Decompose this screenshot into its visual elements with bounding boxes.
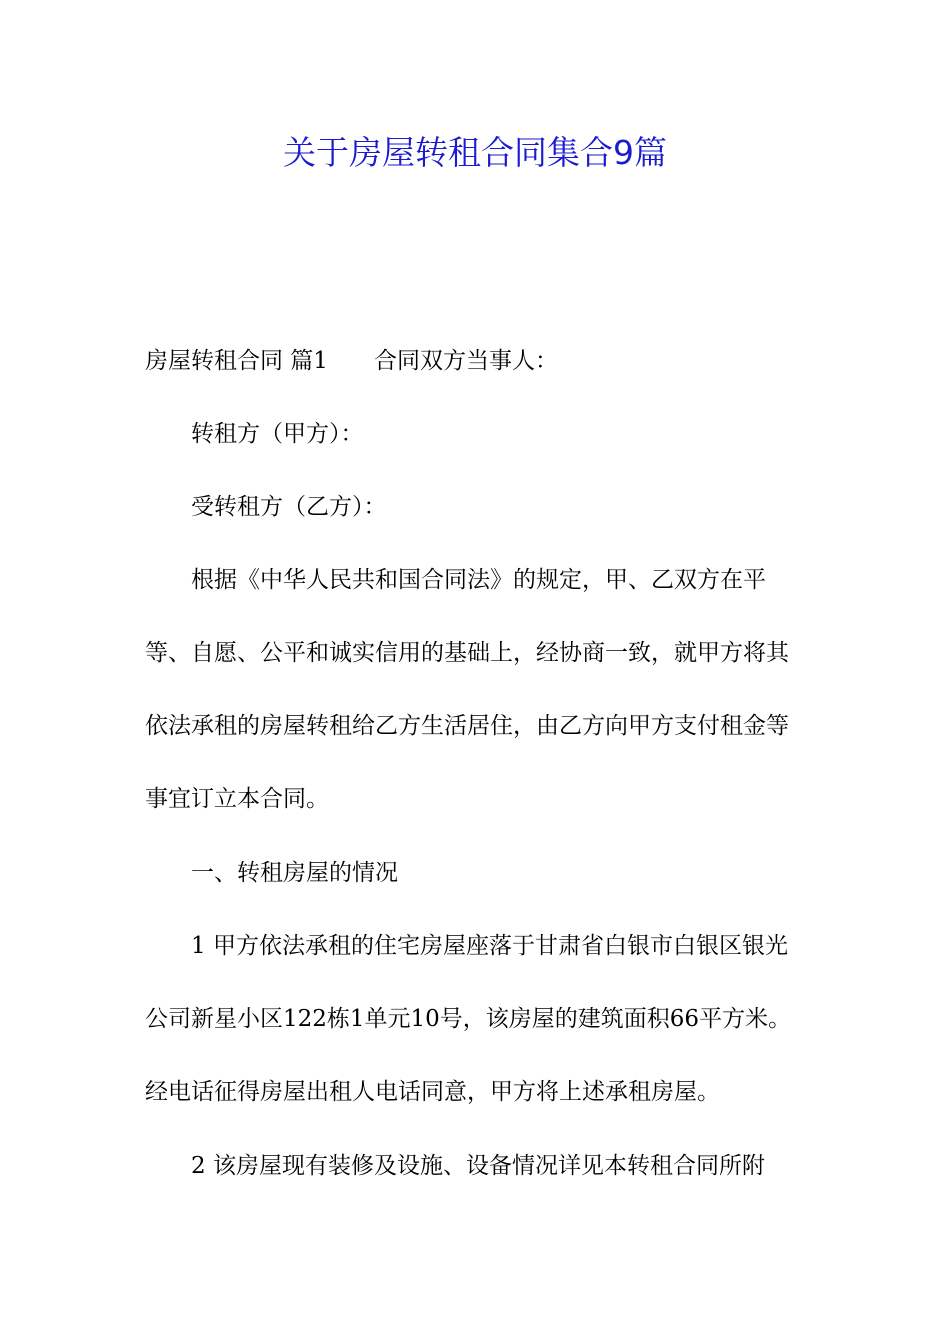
preamble-paragraph: 根据《中华人民共和国合同法》的规定，甲、乙双方在平等、自愿、公平和诚实信用的基础上，经协商一致，就甲方将其依法承租的房屋转租给乙方生活居住，由乙方向甲方支付租金等事宜订立本合同。 <box>145 567 789 812</box>
section-heading-line <box>145 337 810 385</box>
article-1-title: 一、转租房屋的情况 <box>191 860 398 886</box>
lessee-label: 受转租方（乙方）： <box>191 494 387 520</box>
lessor-label: 转租方（甲方）： <box>191 421 364 447</box>
section-heading: 房屋转租合同 篇1 <box>145 348 328 374</box>
document-title: 关于房屋转租合同集合9篇 <box>283 133 667 172</box>
clause-1-paragraph: 1 甲方依法承租的住宅房屋座落于甘肃省白银市白银区银光公司新星小区122栋1单元10号，该房屋的建筑面积66平方米。经电话征得房屋出租人电话同意，甲方将上述承租房屋。 <box>145 933 792 1105</box>
parties-label: 合同双方当事人： <box>373 348 558 374</box>
clause-2-paragraph: 2 该房屋现有装修及设施、设备情况详见本转租合同所附 <box>191 1153 765 1179</box>
document-body <box>145 337 810 1216</box>
